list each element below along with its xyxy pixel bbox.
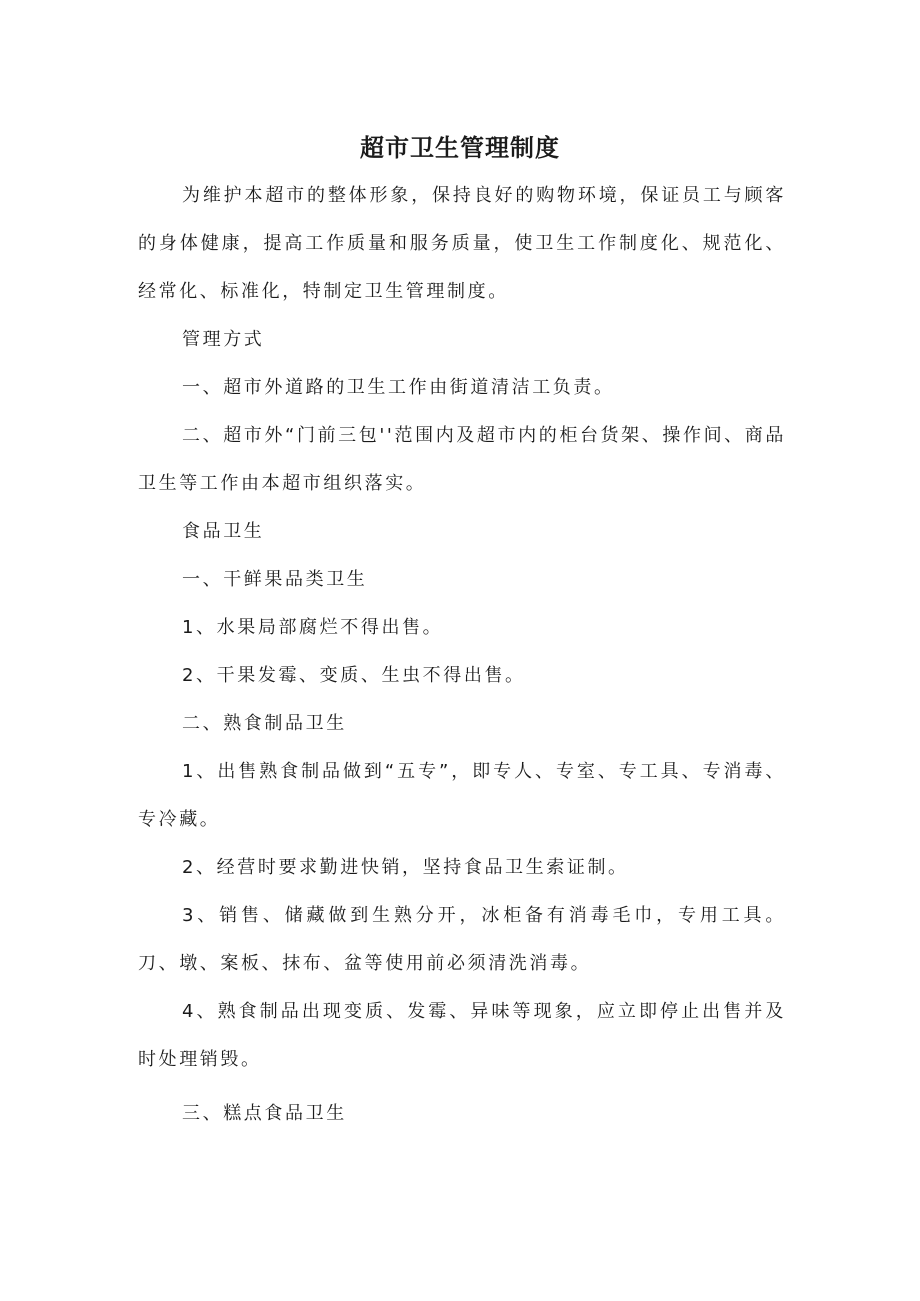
section-heading-food-hygiene: 食品卫生 — [182, 521, 265, 542]
fruit-rule-1: 1、水果局部腐烂不得出售。 — [182, 617, 444, 638]
subsection-cooked-food-hygiene: 二、熟食制品卫生 — [182, 713, 347, 734]
subsection-fruit-hygiene: 一、干鲜果品类卫生 — [182, 569, 368, 590]
document-body — [138, 172, 786, 1138]
cooked-food-rule-1: 1、出售熟食制品做到“五专”，即专人、专室、专工具、专消毒、专冷藏。 — [138, 761, 786, 830]
cooked-food-rule-3: 3、销售、储藏做到生熟分开，冰柜备有消毒毛巾，专用工具。刀、墩、案板、抹布、盆等使用前必须清洗消毒。 — [138, 905, 786, 974]
subsection-pastry-hygiene: 三、糕点食品卫生 — [182, 1103, 347, 1124]
document-title: 超市卫生管理制度 — [360, 134, 560, 162]
cooked-food-rule-2: 2、经营时要求勤进快销，坚持食品卫生索证制。 — [182, 857, 629, 878]
management-item-2: 二、超市外“门前三包''范围内及超市内的柜台货架、操作间、商品卫生等工作由本超市组织落实。 — [138, 425, 786, 494]
section-heading-management: 管理方式 — [182, 329, 265, 350]
cooked-food-rule-4: 4、熟食制品出现变质、发霉、异味等现象，应立即停止出售并及时处理销毁。 — [138, 1001, 786, 1070]
intro-paragraph: 为维护本超市的整体形象，保持良好的购物环境，保证员工与顾客的身体健康，提高工作质量和服务质量，使卫生工作制度化、规范化、经常化、标准化，特制定卫生管理制度。 — [138, 185, 786, 302]
fruit-rule-2: 2、干果发霉、变质、生虫不得出售。 — [182, 665, 526, 686]
management-item-1: 一、超市外道路的卫生工作由街道清洁工负责。 — [182, 377, 615, 398]
